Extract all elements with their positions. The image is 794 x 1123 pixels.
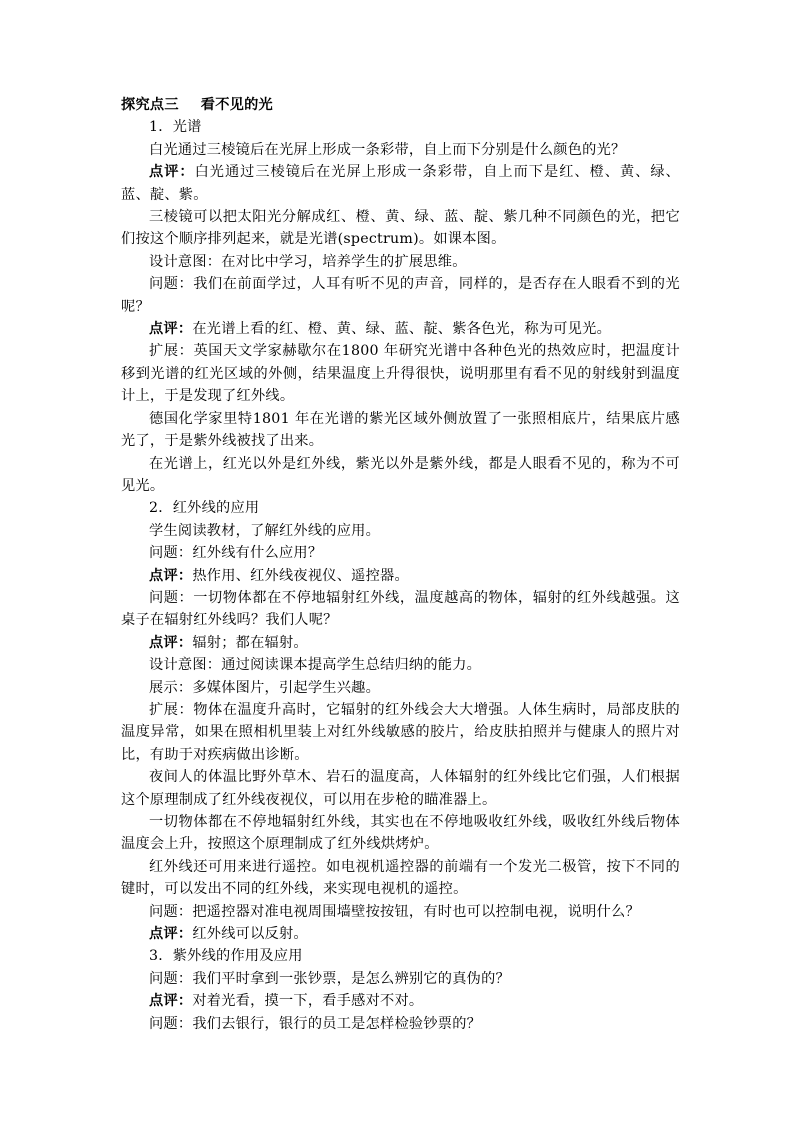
paragraph xyxy=(121,116,680,138)
paragraph-text: 问题：红外线有什么应用？ xyxy=(149,545,323,562)
paragraph-text: 白光通过三棱镜后在光屏上形成一条彩带，自上而下分别是什么颜色的光？ xyxy=(149,141,626,158)
paragraph-text: 德国化学家里特1801 年在光谱的紫光区域外侧放置了一张照相底片，结果底片感光了，于是紫外线被找了出来。 xyxy=(121,410,680,450)
comment-label: 点评： xyxy=(149,993,193,1010)
paragraph-text: 热作用、红外线夜视仪、遥控器。 xyxy=(192,567,409,584)
paragraph xyxy=(121,923,680,945)
paragraph-text: 问题：一切物体都在不停地辐射红外线，温度越高的物体，辐射的红外线越强。这桌子在辐射红外线吗？我们人呢？ xyxy=(121,589,680,629)
comment-label: 点评： xyxy=(149,926,193,943)
paragraph xyxy=(121,945,680,967)
paragraph xyxy=(121,497,680,519)
paragraph-text: 问题：我们在前面学过，人耳有听不见的声音，同样的，是否存在人眼看不到的光呢？ xyxy=(121,276,680,315)
paragraph xyxy=(121,766,680,811)
paragraph xyxy=(121,565,680,587)
paragraph-text: 设计意图：在对比中学习，培养学生的扩展思维。 xyxy=(149,253,467,270)
paragraph xyxy=(121,968,680,990)
paragraph-text: 扩展：物体在温度升高时，它辐射的红外线会大大增强。人体生病时，局部皮肤的温度异常，如果在照相机里装上对红外线敏感的胶片，给皮肤拍照并与健康人的照片对比，有助于对疾病做出诊断。 xyxy=(121,701,680,763)
paragraph xyxy=(121,206,680,251)
paragraph-list xyxy=(121,116,680,1035)
comment-label: 点评： xyxy=(149,567,193,584)
paragraph-text: 学生阅读教材，了解红外线的应用。 xyxy=(149,522,381,539)
paragraph xyxy=(121,632,680,654)
paragraph-text: 三棱镜可以把太阳光分解成红、橙、黄、绿、蓝、靛、紫几种不同颜色的光，把它们按这个顺序排列起来，就是光谱(spectrum)。如课本图。 xyxy=(121,209,680,248)
paragraph xyxy=(121,139,680,161)
paragraph xyxy=(121,654,680,676)
paragraph-text: 3．紫外线的作用及应用 xyxy=(149,948,303,965)
paragraph xyxy=(121,251,680,273)
comment-label: 点评： xyxy=(149,634,193,651)
paragraph-text: 对着光看，摸一下，看手感对不对。 xyxy=(192,993,424,1010)
paragraph-text: 在光谱上看的红、橙、黄、绿、蓝、靛、紫各色光，称为可见光。 xyxy=(192,321,612,338)
paragraph-text: 2．红外线的应用 xyxy=(149,500,260,517)
paragraph xyxy=(121,811,680,856)
paragraph xyxy=(121,1013,680,1035)
paragraph xyxy=(121,542,680,564)
section-heading xyxy=(121,94,680,116)
paragraph xyxy=(121,856,680,901)
paragraph xyxy=(121,340,680,407)
paragraph-text: 1．光谱 xyxy=(149,119,202,136)
paragraph-text: 扩展：英国天文学家赫歇尔在1800 年研究光谱中各种色光的热效应时，把温度计移到光谱的红光区域的外侧，结果温度上升得很快，说明那里有看不见的射线射到温度计上，于是发现了红外线。 xyxy=(121,343,680,405)
paragraph-text: 辐射；都在辐射。 xyxy=(192,634,308,651)
paragraph-text: 问题：我们去银行，银行的员工是怎样检验钞票的？ xyxy=(149,1015,482,1032)
paragraph-text: 白光通过三棱镜后在光屏上形成一条彩带，自上而下是红、橙、黄、绿、蓝、靛、紫。 xyxy=(121,164,680,203)
paragraph xyxy=(121,901,680,923)
paragraph-text: 问题：我们平时拿到一张钞票，是怎么辨别它的真伪的？ xyxy=(149,970,510,987)
paragraph xyxy=(121,453,680,498)
paragraph xyxy=(121,677,680,699)
section-number: 探究点三 xyxy=(121,97,179,113)
paragraph xyxy=(121,587,680,632)
paragraph xyxy=(121,699,680,766)
paragraph xyxy=(121,318,680,340)
paragraph-text: 设计意图：通过阅读课本提高学生总结归纳的能力。 xyxy=(149,657,482,674)
paragraph xyxy=(121,161,680,206)
paragraph xyxy=(121,273,680,318)
section-title: 看不见的光 xyxy=(200,97,273,113)
comment-label: 点评： xyxy=(149,164,195,181)
paragraph xyxy=(121,990,680,1012)
paragraph xyxy=(121,408,680,453)
paragraph-text: 夜间人的体温比野外草木、岩石的温度高，人体辐射的红外线比它们强，人们根据这个原理制成了红外线夜视仪，可以用在步枪的瞄准器上。 xyxy=(121,769,680,808)
paragraph-text: 红外线可以反射。 xyxy=(192,926,308,943)
comment-label: 点评： xyxy=(149,321,193,338)
paragraph-text: 一切物体都在不停地辐射红外线，其实也在不停地吸收红外线，吸收红外线后物体温度会上升，按照这个原理制成了红外线烘烤炉。 xyxy=(121,814,680,853)
document-body xyxy=(121,94,680,1035)
paragraph-text: 展示：多媒体图片，引起学生兴趣。 xyxy=(149,679,381,696)
paragraph-text: 在光谱上，红光以外是红外线，紫光以外是紫外线，都是人眼看不见的，称为不可见光。 xyxy=(121,455,680,494)
paragraph-text: 红外线还可用来进行遥控。如电视机遥控器的前端有一个发光二极管，按下不同的键时，可以发出不同的红外线，来实现电视机的遥控。 xyxy=(121,858,680,898)
paragraph-text: 问题：把遥控器对准电视周围墙壁按按钮，有时也可以控制电视，说明什么？ xyxy=(149,903,640,920)
paragraph xyxy=(121,520,680,542)
